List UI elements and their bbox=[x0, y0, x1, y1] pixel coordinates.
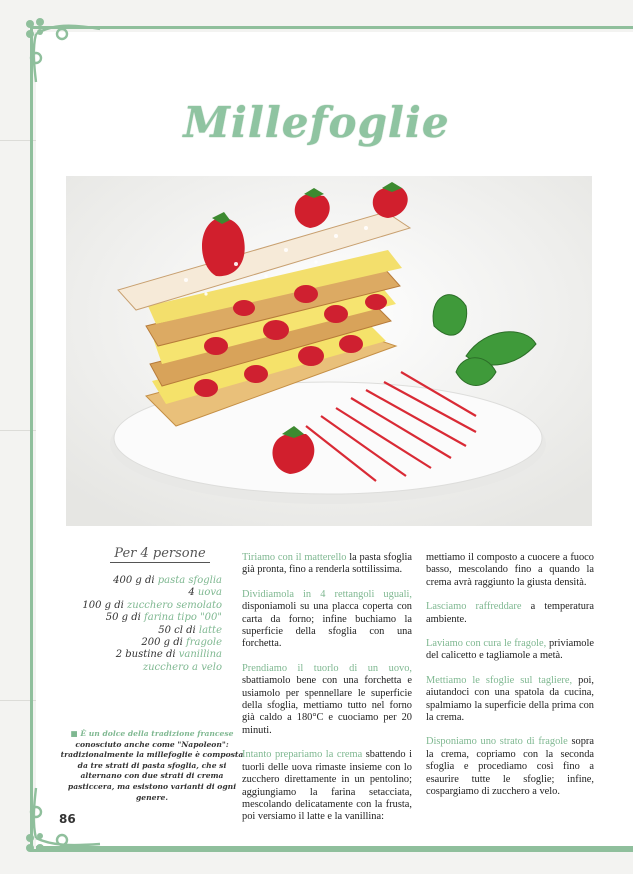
step-text: disponiamoli su una placca coperta con carta da forno; infine buchiamo la superficie della sfoglia con una forchetta. bbox=[242, 601, 412, 650]
ingredient-name: zucchero semolato bbox=[127, 599, 222, 611]
step-text: sopra la crema, copriamo con la seconda sfoglia e procediamo così fino a esaurire tutte le sfoglie; infine, cospargiamo di zucchero a velo. bbox=[426, 736, 594, 798]
servings-heading bbox=[70, 546, 250, 563]
step-lead: Disponiamo uno strato di fragole bbox=[426, 736, 568, 748]
ingredient-item bbox=[40, 649, 260, 661]
step-text: mettiamo il composto a cuocere a fuoco basso, mescolando fino a quando la crema avrà raggiunto la giusta densità. bbox=[426, 552, 594, 588]
step-lead: Lasciamo raffreddare bbox=[426, 601, 522, 613]
ingredient-qty: 100 g di bbox=[82, 599, 127, 611]
ingredient-name: fragole bbox=[186, 637, 222, 649]
step-lead: Laviamo con cura le fragole, bbox=[426, 638, 547, 650]
note-lead-text: È un dolce della tradizione francese bbox=[80, 729, 234, 738]
step-text: la pasta sfoglia già pronta, fino a renderla sottilissima. bbox=[242, 552, 412, 576]
step-lead: Tiriamo con il matterello bbox=[242, 552, 347, 563]
ingredient-qty: 4 bbox=[188, 587, 198, 599]
servings-text: Per 4 persone bbox=[110, 546, 209, 563]
ingredient-item bbox=[40, 612, 260, 624]
ingredient-name: vanillina bbox=[178, 649, 222, 661]
step-text: sbattiamolo bene con una forchetta e usiamolo per spennellare le superficie della sfoglia, mettiamo tutto nel forno già caldo a 180°C e cuociamo per 20 minuti. bbox=[242, 675, 412, 736]
step-text: a temperatura ambiente. bbox=[426, 601, 594, 625]
step-paragraph bbox=[426, 601, 594, 626]
ingredient-qty: 50 g di bbox=[105, 612, 145, 624]
ingredient-item bbox=[40, 575, 260, 587]
step-text: sbattendo i tuorli delle uova rimaste insieme con lo zucchero direttamente in un pentolino; aggiungiamo la farina setacciata, mescolando delicatamente con la frusta, poi versiamo il latte e la vanillina: bbox=[242, 749, 412, 823]
ingredient-item bbox=[40, 662, 260, 674]
instructions-column-2 bbox=[426, 552, 594, 811]
step-paragraph bbox=[426, 552, 594, 589]
step-lead: Prendiamo il tuorlo di un uovo, bbox=[242, 662, 412, 674]
bottom-rule bbox=[36, 846, 633, 849]
ingredient-name: latte bbox=[198, 624, 222, 636]
step-lead: Dividiamola in 4 rettangoli uguali, bbox=[242, 588, 412, 600]
step-text: priviamole del calicetto e tagliamole a metà. bbox=[426, 638, 594, 662]
step-paragraph bbox=[242, 552, 412, 577]
step-lead: Mettiamo le sfoglie sul tagliere, bbox=[426, 674, 573, 686]
page-number: 86 bbox=[59, 812, 76, 826]
ingredient-name: pasta sfoglia bbox=[157, 575, 222, 586]
step-text: poi, aiutandoci con una spatola da cucina, spalmiamo la superficie della prima con la crema. bbox=[426, 674, 594, 724]
ingredient-item bbox=[40, 637, 260, 649]
note-body: conosciuto anche come "Napoleon": tradizionalmente la millefoglie è composta da tre strati di pasta sfoglia, che si alternano con due strati di crema pasticcera, ma esistono varianti di ogni genere. bbox=[60, 739, 244, 802]
tradition-note bbox=[56, 729, 248, 803]
ingredient-name: zucchero a velo bbox=[142, 661, 222, 673]
step-paragraph bbox=[242, 589, 412, 651]
ingredient-item bbox=[40, 600, 260, 612]
ingredient-name: uova bbox=[197, 587, 222, 599]
millefoglie-photo bbox=[66, 176, 592, 526]
ingredient-qty: 2 bustine di bbox=[115, 649, 179, 661]
note-bullet-icon: ■ bbox=[70, 729, 81, 738]
page-title: Millefoglie bbox=[183, 98, 450, 147]
step-paragraph bbox=[426, 638, 594, 663]
step-paragraph bbox=[242, 749, 412, 823]
ingredient-item bbox=[40, 625, 260, 637]
ingredient-item bbox=[40, 587, 260, 599]
ingredient-qty: 50 cl di bbox=[158, 624, 199, 636]
ingredient-name: farina tipo "00" bbox=[144, 612, 222, 624]
note-lead bbox=[71, 729, 234, 738]
step-paragraph bbox=[426, 675, 594, 725]
step-lead: Intanto prepariamo la crema bbox=[242, 749, 363, 761]
flourish-top-icon bbox=[22, 14, 102, 84]
ingredient-qty: 200 g di bbox=[141, 637, 187, 649]
ingredient-qty: 400 g di bbox=[113, 575, 158, 586]
ingredients-list bbox=[40, 575, 260, 674]
step-paragraph bbox=[426, 736, 594, 798]
step-paragraph bbox=[242, 663, 412, 737]
instructions-column-1 bbox=[242, 552, 412, 836]
